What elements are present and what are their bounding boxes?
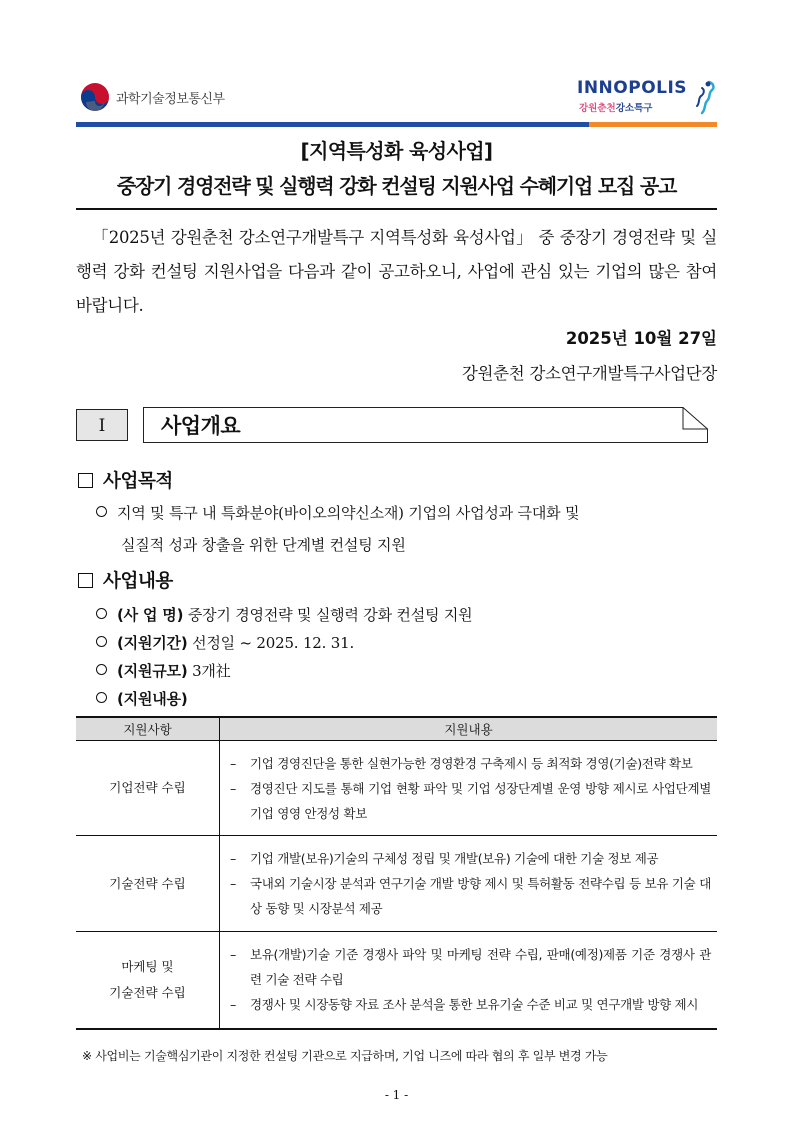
table-header-content: 지원내용 bbox=[220, 717, 718, 741]
purpose-text: 지역 및 특구 내 특화분야(바이오의약신소재) 기업의 사업성과 극대화 및 실질적 성과 창출을 위한 단계별 컨설팅 지원 bbox=[96, 497, 717, 561]
table-cell-category: 기술전략 수립 bbox=[76, 836, 220, 932]
footnote: ※ 사업비는 기술핵심기관이 지정한 컨설팅 기관으로 지급하며, 기업 니즈에 따라 협의 후 일부 변경 가능 bbox=[82, 1049, 608, 1063]
circle-bullet-icon bbox=[96, 506, 107, 517]
content-item-scale: (지원규모) 3개社 bbox=[96, 659, 231, 683]
section-title: 사업개요 bbox=[161, 414, 241, 438]
circle-bullet-icon bbox=[96, 692, 107, 703]
content-item-support: (지원내용) bbox=[96, 687, 187, 711]
section-number: Ⅰ bbox=[76, 409, 128, 441]
ministry-logo bbox=[80, 82, 225, 112]
innopolis-logo bbox=[577, 78, 717, 118]
table-cell-category: 기업전략 수립 bbox=[76, 741, 220, 836]
table-cell-category: 마케팅 및 기술전략 수립 bbox=[76, 932, 220, 1029]
table-cell-content: – 기업 경영진단을 통한 실현가능한 경영환경 구축제시 등 최적화 경영(기술)전략 확보 – 경영진단 지도를 통해 기업 현황 파악 및 기업 성장단계별 운영 방향 제시로 사업단계별 기업 영영 안정성 확보 bbox=[220, 741, 718, 836]
announcement-date: 2025년 10월 27일 bbox=[565, 329, 717, 348]
table-cell-content: – 기업 개발(보유)기술의 구체성 정립 및 개발(보유) 기술에 대한 기술 정보 제공 – 국내외 기술시장 분석과 연구기술 개발 방향 제시 및 특허활동 전략수립 등 보유 기술 대상 동향 및 시장분석 제공 bbox=[220, 836, 718, 932]
issuer-name: 강원춘천 강소연구개발특구사업단장 bbox=[461, 364, 717, 383]
support-table bbox=[76, 716, 717, 1030]
table-row bbox=[76, 932, 717, 1029]
checkbox-square-icon bbox=[78, 473, 93, 488]
ministry-name: 과학기술정보통신부 bbox=[116, 91, 225, 107]
content-item-period: (지원기간) 선정일 ~ 2025. 12. 31. bbox=[96, 631, 354, 655]
innopolis-wordmark: INNOPOLIS bbox=[577, 78, 688, 98]
document-title-line1: [지역특성화 육성사업] bbox=[300, 139, 493, 163]
circle-bullet-icon bbox=[96, 636, 107, 647]
innopolis-subtitle: 강원춘천강소특구 bbox=[579, 103, 653, 114]
title-divider bbox=[76, 208, 717, 210]
innopolis-figure-icon bbox=[693, 80, 717, 116]
circle-bullet-icon bbox=[96, 664, 107, 675]
table-header-category: 지원사항 bbox=[76, 717, 220, 741]
content-heading: 사업내용 bbox=[78, 567, 173, 593]
table-row bbox=[76, 741, 717, 836]
circle-bullet-icon bbox=[96, 608, 107, 619]
document-header bbox=[76, 74, 717, 126]
table-row bbox=[76, 836, 717, 932]
page-number: - 1 - bbox=[384, 1088, 409, 1102]
taegeuk-emblem-icon bbox=[80, 82, 110, 112]
table-header-row bbox=[76, 717, 717, 741]
purpose-heading: 사업목적 bbox=[78, 467, 173, 493]
document-title-line2: 중장기 경영전략 및 실행력 강화 컨설팅 지원사업 수혜기업 모집 공고 bbox=[116, 174, 677, 198]
section-title-box bbox=[143, 407, 708, 443]
intro-paragraph: 「2025년 강원춘천 강소연구개발특구 지역특성화 육성사업」 중 중장기 경영전략 및 실행력 강화 컨설팅 지원사업을 다음과 같이 공고하오니, 사업에 관심 있는 기업의 많은 참여 바랍니다. bbox=[76, 228, 717, 315]
content-item-name: (사 업 명) 중장기 경영전략 및 실행력 강화 컨설팅 지원 bbox=[96, 603, 472, 627]
checkbox-square-icon bbox=[78, 573, 93, 588]
header-color-bar bbox=[76, 122, 717, 127]
table-cell-content: – 보유(개발)기술 기준 경쟁사 파악 및 마케팅 전략 수립, 판매(예정)제품 기준 경쟁사 관련 기술 전략 수립 – 경쟁사 및 시장동향 자료 조사 분석을 통한 보유기술 수준 비교 및 연구개발 방향 제시 bbox=[220, 932, 718, 1029]
